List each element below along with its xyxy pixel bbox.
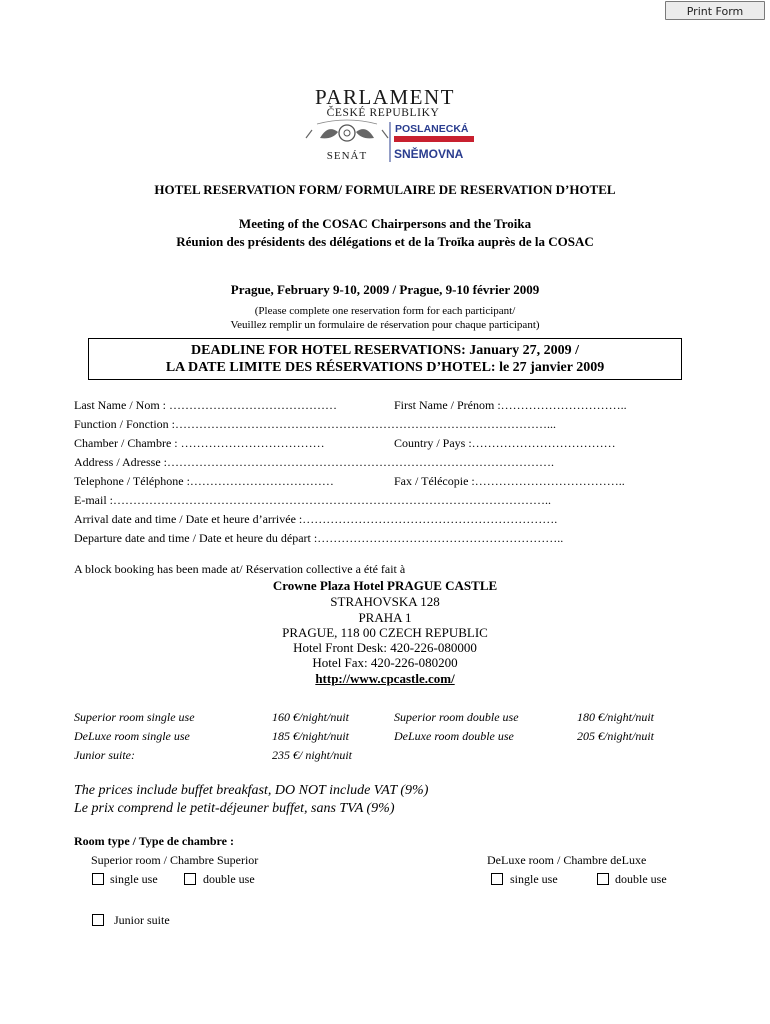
country-field[interactable]: Country / Pays :……………………………… bbox=[394, 436, 616, 450]
hotel-website-link[interactable]: http://www.cpcastle.com/ bbox=[315, 671, 455, 686]
logo-senat: SENÁT bbox=[326, 150, 368, 162]
superior-single-checkbox[interactable] bbox=[92, 873, 104, 885]
block-booking-intro: A block booking has been made at/ Réservation collective a été fait à bbox=[74, 562, 406, 576]
price-value-5: 235 €/ night/nuit bbox=[272, 748, 353, 762]
superior-double-checkbox[interactable] bbox=[184, 873, 196, 885]
senate-emblem-icon bbox=[306, 120, 388, 141]
price-room-3: DeLuxe room single use bbox=[74, 729, 190, 743]
logo-line2: ČESKÉ REPUBLIKY bbox=[326, 107, 440, 119]
superior-label: Superior room / Chambre Superior bbox=[91, 853, 259, 867]
hotel-name: Crowne Plaza Hotel PRAGUE CASTLE bbox=[272, 578, 498, 593]
price-note-en: The prices include buffet breakfast, DO NOT include VAT (9%) bbox=[74, 783, 429, 798]
hotel-city: PRAGUE, 118 00 CZECH REPUBLIC bbox=[282, 625, 488, 640]
price-note-fr: Le prix comprend le petit-déjeuner buffet, sans TVA (9%) bbox=[74, 801, 395, 816]
price-room-2: Superior room double use bbox=[394, 710, 519, 724]
print-form-button[interactable]: Print Form bbox=[665, 1, 765, 20]
superior-single-label: single use bbox=[110, 872, 158, 886]
form-title: HOTEL RESERVATION FORM/ FORMULAIRE DE RESERVATION D’HOTEL bbox=[154, 182, 616, 197]
logo-red-bar bbox=[394, 136, 474, 142]
price-value-4: 205 €/night/nuit bbox=[577, 729, 655, 743]
price-value-3: 185 €/night/nuit bbox=[272, 729, 350, 743]
arrival-field[interactable]: Arrival date and time / Date et heure d’arrivée :………………………………………………………. bbox=[74, 512, 558, 526]
hotel-fax: Hotel Fax: 420-226-080200 bbox=[312, 655, 458, 670]
hotel-front-desk: Hotel Front Desk: 420-226-080000 bbox=[293, 640, 477, 655]
room-type-title: Room type / Type de chambre : bbox=[74, 834, 234, 848]
note-fr: Veuillez remplir un formulaire de réservation pour chaque participant) bbox=[230, 319, 540, 331]
deadline-line2: LA DATE LIMITE DES RÉSERVATIONS D’HOTEL: le 27 janvier 2009 bbox=[165, 360, 605, 375]
telephone-field[interactable]: Telephone / Téléphone :……………………………… bbox=[74, 474, 334, 488]
deluxe-single-checkbox[interactable] bbox=[491, 873, 503, 885]
price-value-2: 180 €/night/nuit bbox=[577, 710, 655, 724]
superior-double-label: double use bbox=[203, 872, 255, 886]
logo-psp1: POSLANECKÁ bbox=[395, 123, 469, 135]
deadline-box bbox=[88, 338, 682, 380]
price-room-1: Superior room single use bbox=[74, 710, 195, 724]
function-field[interactable]: Function / Fonction :…………………………………………………………………………………... bbox=[74, 417, 557, 431]
email-field[interactable]: E-mail :……………………………………………………………………………………………….. bbox=[74, 493, 551, 507]
hotel-district: PRAHA 1 bbox=[358, 610, 412, 625]
note-en: (Please complete one reservation form for each participant/ bbox=[254, 305, 516, 317]
price-value-1: 160 €/night/nuit bbox=[272, 710, 350, 724]
deluxe-double-checkbox[interactable] bbox=[597, 873, 609, 885]
meeting-fr: Réunion des présidents des délégations et de la Troïka auprès de la COSAC bbox=[176, 234, 594, 249]
fax-field[interactable]: Fax / Télécopie :……………………………….. bbox=[394, 474, 625, 488]
deluxe-double-label: double use bbox=[615, 872, 667, 886]
logo-psp2: SNĚMOVNA bbox=[394, 147, 464, 161]
deluxe-single-label: single use bbox=[510, 872, 558, 886]
price-room-5: Junior suite: bbox=[74, 748, 135, 762]
deluxe-label: DeLuxe room / Chambre deLuxe bbox=[487, 853, 647, 867]
chamber-field[interactable]: Chamber / Chambre : ……………………………… bbox=[74, 436, 325, 450]
deadline-line1: DEADLINE FOR HOTEL RESERVATIONS: January 27, 2009 / bbox=[191, 343, 579, 358]
price-room-4: DeLuxe room double use bbox=[394, 729, 514, 743]
junior-suite-label: Junior suite bbox=[114, 913, 170, 927]
logo-line1: PARLAMENT bbox=[315, 86, 455, 109]
last-name-field[interactable]: Last Name / Nom : …………………………………… bbox=[74, 398, 337, 412]
parliament-logo bbox=[290, 86, 480, 164]
place-date: Prague, February 9-10, 2009 / Prague, 9-10 février 2009 bbox=[230, 282, 540, 297]
address-field[interactable]: Address / Adresse :……………………………………………………………………………………. bbox=[74, 455, 554, 469]
junior-suite-checkbox[interactable] bbox=[92, 914, 104, 926]
meeting-en: Meeting of the COSAC Chairpersons and the Troika bbox=[238, 216, 532, 231]
departure-field[interactable]: Departure date and time / Date et heure du départ :…………………………………………………….. bbox=[74, 531, 564, 545]
first-name-field[interactable]: First Name / Prénom :………………………….. bbox=[394, 398, 627, 412]
hotel-street: STRAHOVSKA 128 bbox=[330, 594, 440, 609]
